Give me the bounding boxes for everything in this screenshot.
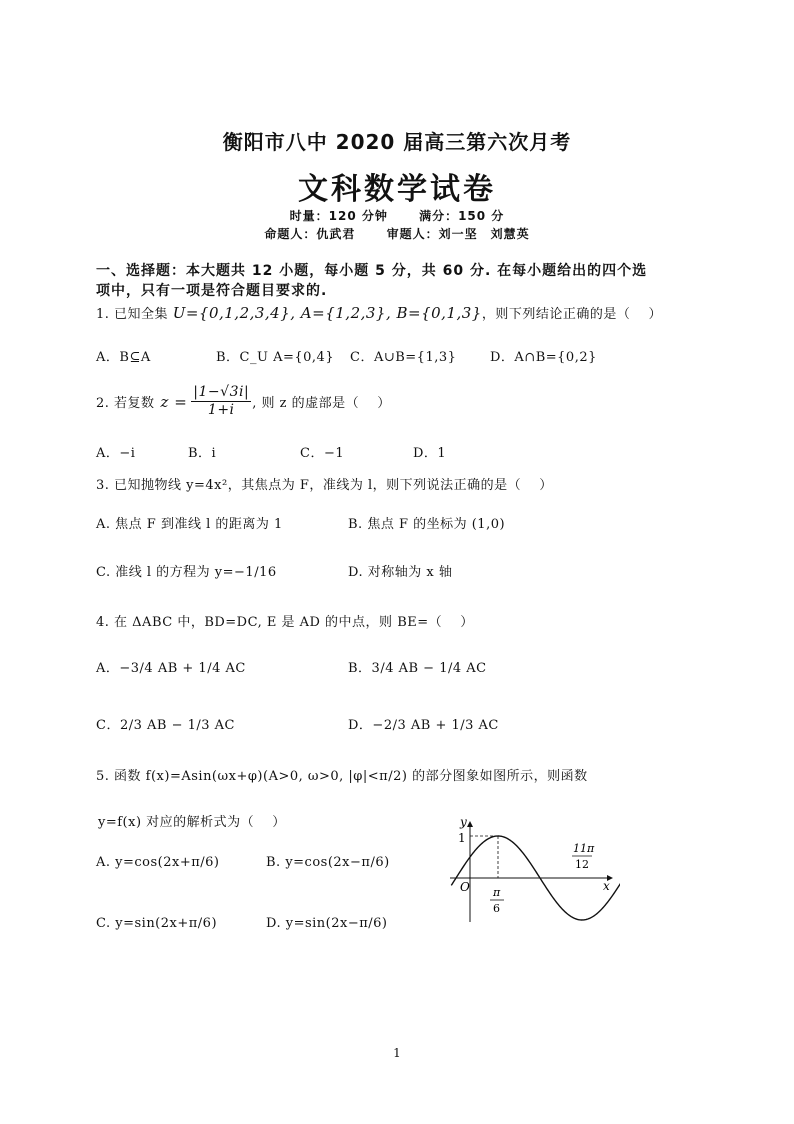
q5-option-b: B. y=cos(2x−π/6) xyxy=(266,855,390,870)
question-5-line1: 5. 函数 f(x)=Asin(ωx+φ)(A>0, ω>0, |φ|<π/2) 的部分图象如图所示，则函数 xyxy=(96,769,588,784)
question-3: 3. 已知抛物线 y=4x²，其焦点为 F，准线为 l，则下列说法正确的是（ ） xyxy=(96,478,553,493)
origin-label: O xyxy=(460,880,470,894)
section-heading-line2: 项中，只有一项是符合题目要求的. xyxy=(96,283,328,299)
question-5-line2: y=f(x) 对应的解析式为（ ） xyxy=(98,815,286,830)
tick-pi-6-numerator: π xyxy=(493,886,501,899)
q1-prefix: 1. 已知全集 xyxy=(96,307,169,322)
section-heading-line1: 一、选择题：本大题共 12 小题，每小题 5 分，共 60 分. 在每小题给出的四个选 xyxy=(96,263,648,279)
exam-subject: 文科数学试卷 xyxy=(298,172,496,207)
q4-option-b: B．3/4 AB − 1/4 AC xyxy=(348,661,487,676)
q2-option-c: C．−1 xyxy=(300,446,345,461)
author-info: 命题人：仇武君 审题人：刘一坚 刘慧英 xyxy=(264,227,530,241)
tick-11pi-12-denominator: 12 xyxy=(575,858,589,871)
q1-option-d: D．A∩B={0,2} xyxy=(490,350,597,365)
q2-option-d: D．1 xyxy=(413,446,447,461)
q2-numerator: |1−√3i| xyxy=(193,384,250,400)
q2-fraction xyxy=(191,384,251,419)
q5-option-a: A. y=cos(2x+π/6) xyxy=(96,855,220,870)
q2-option-a: A．−i xyxy=(96,446,136,461)
question-1 xyxy=(96,303,662,322)
tick-11pi-12-numerator: 11π xyxy=(573,842,595,855)
q3-option-d: D. 对称轴为 x 轴 xyxy=(348,565,453,580)
q2-prefix: 2. 若复数 xyxy=(96,396,155,411)
q2-suffix: , 则 z 的虚部是（ ） xyxy=(252,396,391,411)
q2-denominator: 1+i xyxy=(207,402,235,418)
exam-title: 衡阳市八中 2020 届高三第六次月考 xyxy=(222,130,572,154)
q1-math: U={0,1,2,3,4}, A={1,2,3}, B={0,1,3} xyxy=(172,304,482,322)
question-4: 4. 在 ΔABC 中，BD=DC, E 是 AD 的中点，则 BE=（ ） xyxy=(96,615,474,630)
q1-option-b: B．C_U A={0,4} xyxy=(216,350,335,365)
q5-function-graph xyxy=(440,812,620,932)
q1-option-c: C．A∪B={1,3} xyxy=(350,350,457,365)
q1-suffix: ，则下列结论正确的是（ ） xyxy=(481,307,662,322)
peak-value-label: 1 xyxy=(458,831,466,845)
x-axis-label: x xyxy=(603,879,610,893)
q5-option-c: C. y=sin(2x+π/6) xyxy=(96,916,218,931)
q4-option-a: A．−3/4 AB + 1/4 AC xyxy=(96,661,246,676)
page-number: 1 xyxy=(393,1046,401,1060)
q5-option-d: D. y=sin(2x−π/6) xyxy=(266,916,388,931)
time-info: 时量：120 分钟 满分：150 分 xyxy=(289,209,505,223)
tick-pi-6-denominator: 6 xyxy=(493,902,500,915)
q2-option-b: B．i xyxy=(188,446,217,461)
q3-option-c: C. 准线 l 的方程为 y=−1/16 xyxy=(96,565,277,580)
q3-option-b: B. 焦点 F 的坐标为 (1,0) xyxy=(348,517,506,532)
q3-option-a: A. 焦点 F 到准线 l 的距离为 1 xyxy=(96,517,283,532)
q4-option-d: D．−2/3 AB + 1/3 AC xyxy=(348,718,499,733)
q1-option-a: A．B⊆A xyxy=(96,350,151,365)
q4-option-c: C．2/3 AB − 1/3 AC xyxy=(96,718,235,733)
question-2: 2. 若复数 z = $\frac{|1-√3i|}{1+i}$ , 则 z 的虚部是（ ） xyxy=(96,384,391,418)
y-axis-label: y xyxy=(460,815,467,829)
